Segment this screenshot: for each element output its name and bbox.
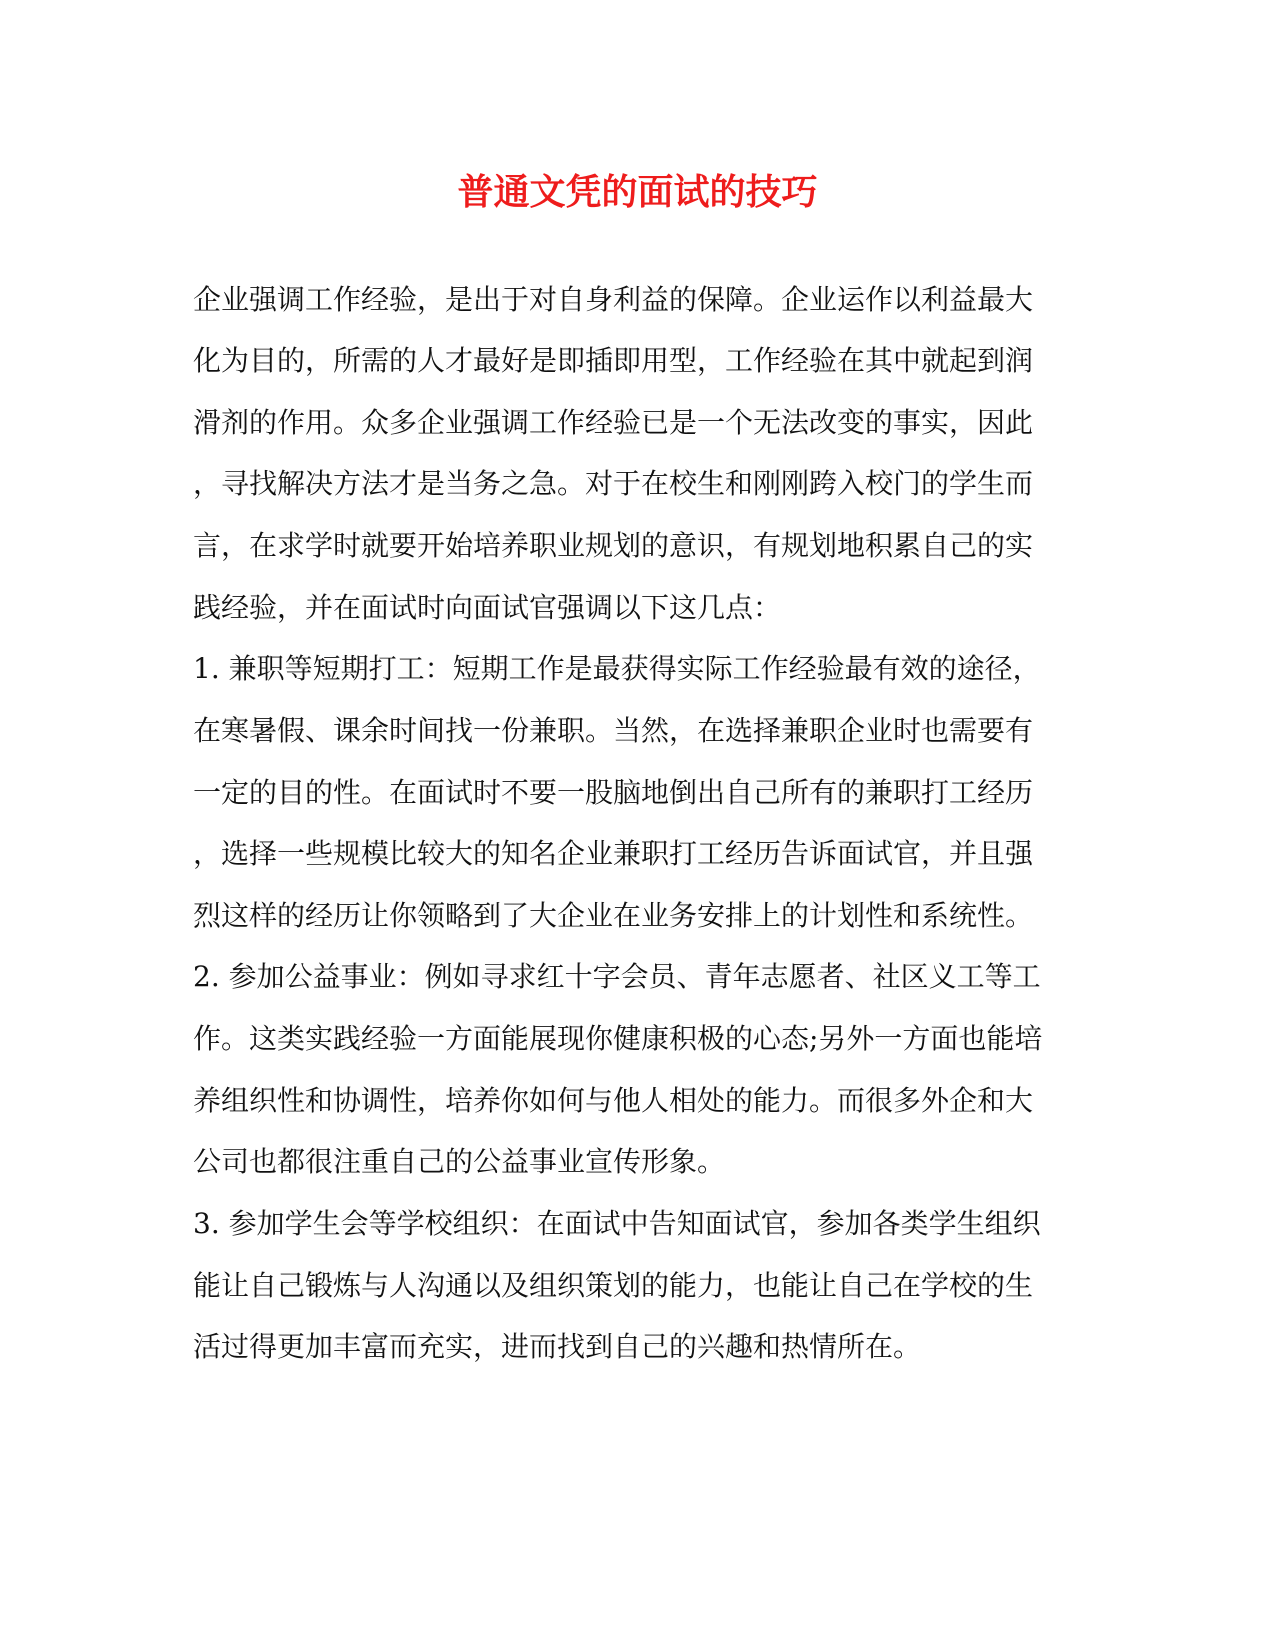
list-item-3: 3. 参加学生会等学校组织：在面试中告知面试官，参加各类学生组织: [193, 1207, 1041, 1240]
text-line: 活过得更加丰富而充实，进而找到自己的兴趣和热情所在。: [193, 1330, 922, 1363]
text-line: 企业强调工作经验，是出于对自身利益的保障。企业运作以利益最大: [193, 283, 1034, 316]
list-item-1: 1. 兼职等短期打工：短期工作是最获得实际工作经验最有效的途径，: [193, 652, 1041, 685]
text-line: 公司也都很注重自己的公益事业宣传形象。: [193, 1145, 726, 1178]
text-line: 烈这样的经历让你领略到了大企业在业务安排上的计划性和系统性。: [193, 899, 1034, 932]
text-line: 化为目的，所需的人才最好是即插即用型，工作经验在其中就起到润: [193, 344, 1034, 377]
text-line: 言，在求学时就要开始培养职业规划的意识，有规划地积累自己的实: [193, 529, 1034, 562]
text-line: ，寻找解决方法才是当务之急。对于在校生和刚刚跨入校门的学生而: [193, 467, 1034, 500]
text-line: 滑剂的作用。众多企业强调工作经验已是一个无法改变的事实，因此: [193, 406, 1034, 439]
text-line: 作。这类实践经验一方面能展现你健康积极的心态;另外一方面也能培: [193, 1022, 1043, 1055]
text-line: 能让自己锻炼与人沟通以及组织策划的能力，也能让自己在学校的生: [193, 1269, 1034, 1302]
list-item-2: 2. 参加公益事业：例如寻求红十字会员、青年志愿者、社区义工等工: [193, 960, 1041, 993]
text-line: 在寒暑假、课余时间找一份兼职。当然，在选择兼职企业时也需要有: [193, 714, 1034, 747]
text-line: 践经验，并在面试时向面试官强调以下这几点：: [193, 591, 782, 624]
text-line: 养组织性和协调性，培养你如何与他人相处的能力。而很多外企和大: [193, 1084, 1034, 1117]
document-title: 普通文凭的面试的技巧: [457, 171, 818, 213]
text-line: ，选择一些规模比较大的知名企业兼职打工经历告诉面试官，并且强: [193, 837, 1034, 870]
text-line: 一定的目的性。在面试时不要一股脑地倒出自己所有的兼职打工经历: [193, 776, 1034, 809]
